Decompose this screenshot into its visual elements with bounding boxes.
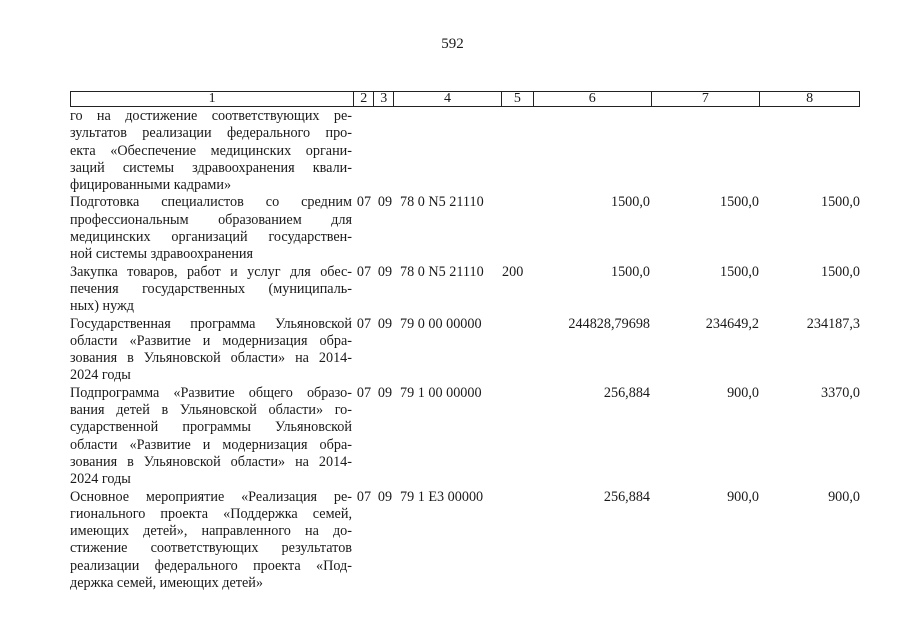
- header-col-2: 2: [354, 92, 374, 106]
- description-line: Подготовка специалистов со средним: [70, 194, 352, 211]
- subsection-code: 09: [377, 488, 393, 505]
- amount-col-8: 3370,0: [820, 384, 860, 401]
- subsection-code: 09: [377, 263, 393, 280]
- target-article: 78 0 N5 21110: [400, 263, 484, 280]
- subsection-code: 09: [377, 384, 393, 401]
- target-article: 78 0 N5 21110: [400, 194, 484, 211]
- header-col-3: 3: [374, 92, 394, 106]
- row-description: [70, 108, 354, 194]
- amount-col-8: [761, 108, 860, 194]
- section-code: 07: [356, 315, 372, 332]
- target-article: 79 1 E3 00000: [400, 488, 484, 505]
- expense-type: [502, 489, 534, 593]
- expense-type: [502, 194, 534, 263]
- amount-col-7: 1500,0: [719, 194, 759, 211]
- description-line: имеющих детей», направленного на до-: [70, 523, 352, 540]
- section-code: [354, 108, 374, 194]
- amount-col-6: 1500,0: [610, 194, 650, 211]
- description-line: заций системы здравоохранения квали-: [70, 159, 352, 176]
- amount-col-7: [652, 108, 761, 194]
- description-line: Подпрограмма «Развитие общего образо-: [70, 384, 352, 401]
- description-line: 2024 годы: [70, 367, 131, 384]
- table-row: [70, 194, 860, 263]
- table-body: [70, 108, 860, 592]
- row-description: [70, 316, 354, 385]
- description-line: екта «Обеспечение медицинских органи-: [70, 142, 352, 159]
- description-line: зования в Ульяновской области» на 2014-: [70, 453, 352, 470]
- section-code: 07: [356, 384, 372, 401]
- row-description: [70, 385, 354, 489]
- description-line: Основное мероприятие «Реализация ре-: [70, 488, 352, 505]
- description-line: стижение соответствующих результатов: [70, 540, 352, 557]
- amount-col-8: 900,0: [828, 488, 860, 505]
- description-line: вания детей в Ульяновской области» го-: [70, 402, 352, 419]
- description-line: Закупка товаров, работ и услуг для обес-: [70, 263, 352, 280]
- description-line: профессиональным образованием для: [70, 211, 352, 228]
- header-col-5: 5: [502, 92, 534, 106]
- description-line: сударственной программы Ульяновской: [70, 419, 352, 436]
- amount-col-8: 1500,0: [820, 263, 860, 280]
- subsection-code: [374, 108, 396, 194]
- header-col-4: 4: [394, 92, 502, 106]
- amount-col-7: 234649,2: [705, 315, 759, 332]
- amount-col-7: 1500,0: [719, 263, 759, 280]
- description-line: области «Развитие и модернизация обра-: [70, 436, 352, 453]
- description-line: Государственная программа Ульяновской: [70, 315, 352, 332]
- table-row: [70, 264, 860, 316]
- target-article: 79 1 00 00000: [400, 384, 482, 401]
- description-line: зования в Ульяновской области» на 2014-: [70, 350, 352, 367]
- header-col-7: 7: [652, 92, 761, 106]
- expense-type: [502, 316, 534, 385]
- row-description: [70, 489, 354, 593]
- table-row: [70, 108, 860, 194]
- description-line: держка семей, имеющих детей»: [70, 575, 263, 592]
- description-line: 2024 годы: [70, 471, 131, 488]
- row-description: [70, 264, 354, 316]
- amount-col-8: 1500,0: [820, 194, 860, 211]
- amount-col-6: 256,884: [603, 384, 650, 401]
- table-row: [70, 316, 860, 385]
- header-col-6: 6: [534, 92, 652, 106]
- description-line: ных) нужд: [70, 298, 135, 315]
- description-line: зультатов реализации федерального про-: [70, 125, 352, 142]
- row-description: [70, 194, 354, 263]
- section-code: 07: [356, 194, 372, 211]
- target-article: 79 0 00 00000: [400, 315, 482, 332]
- description-line: фицированными кадрами»: [70, 177, 232, 194]
- subsection-code: 09: [377, 315, 393, 332]
- expense-type: 200: [502, 263, 524, 280]
- section-code: 07: [356, 488, 372, 505]
- expense-type: [502, 108, 534, 194]
- expense-type: [502, 385, 534, 489]
- description-line: ной системы здравоохранения: [70, 246, 254, 263]
- subsection-code: 09: [377, 194, 393, 211]
- amount-col-6: 1500,0: [610, 263, 650, 280]
- amount-col-7: 900,0: [727, 488, 759, 505]
- description-line: реализации федерального проекта «Под-: [70, 557, 352, 574]
- amount-col-6: [534, 108, 652, 194]
- header-col-8: 8: [806, 91, 814, 106]
- table-row: [70, 489, 860, 593]
- target-article: [396, 108, 502, 194]
- description-line: гионального проекта «Поддержка семей,: [70, 505, 352, 522]
- amount-col-8: 234187,3: [806, 315, 860, 332]
- table-row: [70, 385, 860, 489]
- table-header: [70, 91, 860, 107]
- description-line: области «Развитие и модернизация обра-: [70, 332, 352, 349]
- amount-col-6: 256,884: [603, 488, 650, 505]
- description-line: го на достижение соответствующих ре-: [70, 108, 352, 124]
- section-code: 07: [356, 263, 372, 280]
- description-line: медицинских организаций государствен-: [70, 229, 352, 246]
- amount-col-6: 244828,79698: [568, 315, 650, 332]
- description-line: печения государственных (муниципаль-: [70, 280, 352, 297]
- amount-col-7: 900,0: [727, 384, 759, 401]
- page-number: 592: [441, 36, 464, 52]
- header-col-1: 1: [71, 92, 354, 106]
